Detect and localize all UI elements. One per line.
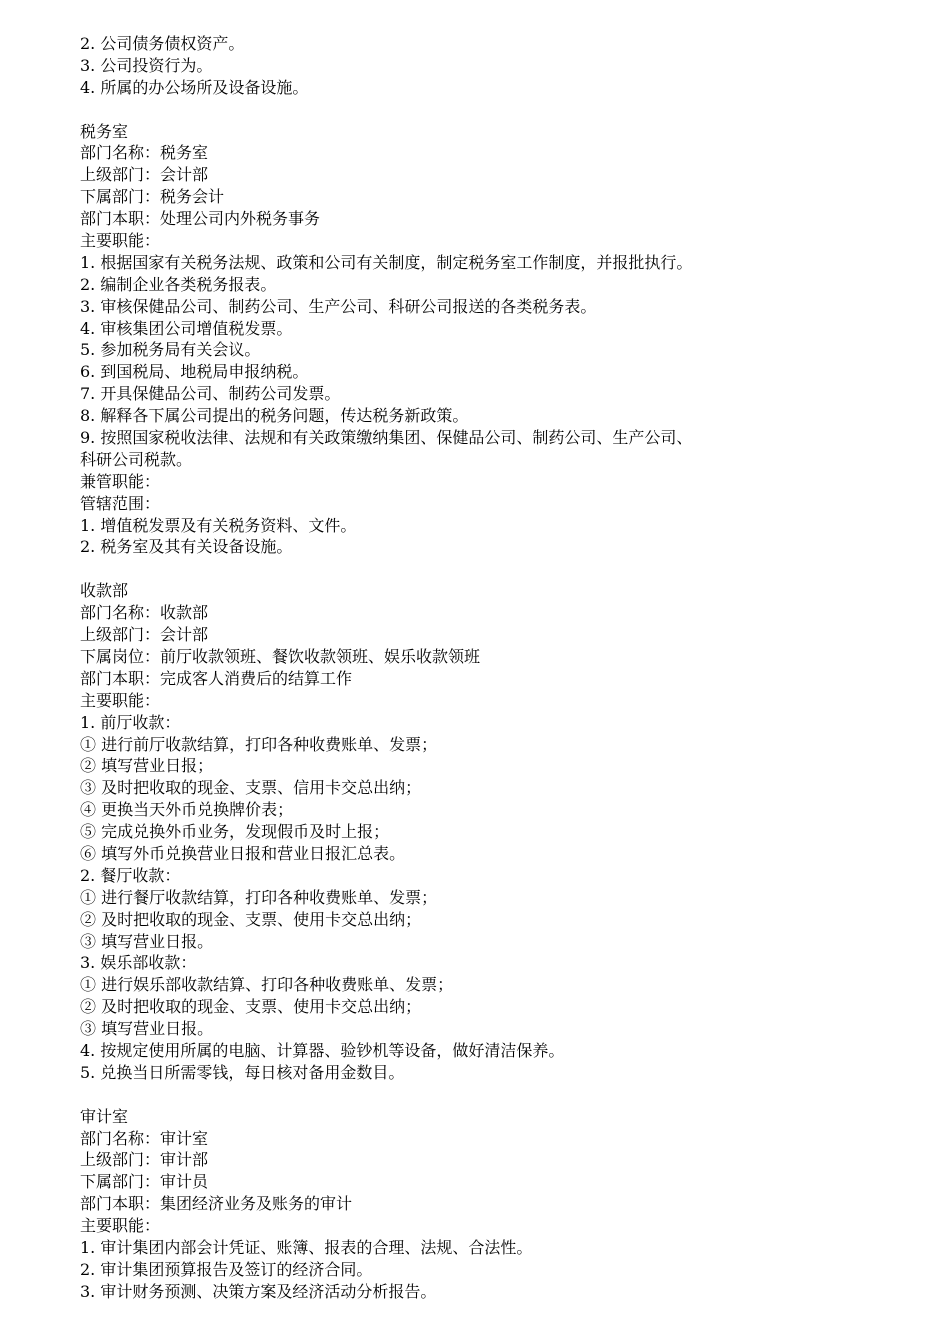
text-line: 上级部门：审计部 (80, 1150, 209, 1170)
text-line: ④ 更换当天外币兑换牌价表； (80, 800, 294, 820)
text-line: 下属岗位：前厅收款领班、餐饮收款领班、娱乐收款领班 (80, 646, 481, 666)
text-line: 兼管职能： (80, 471, 161, 491)
text-line: 部门本职：完成客人消费后的结算工作 (80, 668, 353, 688)
text-line: 1. 审计集团内部会计凭证、账簿、报表的合理、法规、合法性。 (80, 1237, 533, 1257)
text-line: ③ 及时把收取的现金、支票、信用卡交总出纳； (80, 778, 422, 798)
text-line: 1. 根据国家有关税务法规、政策和公司有关制度，制定税务室工作制度，并报批执行。 (80, 252, 693, 272)
text-line: 1. 前厅收款： (80, 712, 181, 732)
text-line: 3. 审核保健品公司、制药公司、生产公司、科研公司报送的各类税务表。 (80, 296, 597, 316)
text-line: 5. 兑换当日所需零钱，每日核对备用金数目。 (80, 1062, 405, 1082)
text-line: 1. 增值税发票及有关税务资料、文件。 (80, 515, 357, 535)
section-heading: 审计室 (80, 1106, 129, 1126)
section-heading: 收款部 (80, 581, 129, 601)
text-line: ① 进行娱乐部收款结算、打印各种收费账单、发票； (80, 975, 454, 995)
text-line: ① 进行餐厅收款结算，打印各种收费账单、发票； (80, 887, 438, 907)
section-tax-office (80, 121, 910, 559)
paragraph-gap (80, 1084, 910, 1106)
text-line: ② 填写营业日报； (80, 756, 214, 776)
text-line: ① 进行前厅收款结算，打印各种收费账单、发票； (80, 734, 438, 754)
text-line: 部门名称：审计室 (80, 1128, 209, 1148)
text-line: 2. 税务室及其有关设备设施。 (80, 537, 293, 557)
section-heading: 税务室 (80, 121, 129, 141)
section-intro (80, 33, 910, 99)
text-line: 4. 按规定使用所属的电脑、计算器、验钞机等设备，做好清洁保养。 (80, 1040, 565, 1060)
text-line: 部门本职：处理公司内外税务事务 (80, 209, 321, 229)
text-line: ② 及时把收取的现金、支票、使用卡交总出纳； (80, 997, 422, 1017)
text-line: 6. 到国税局、地税局申报纳税。 (80, 362, 309, 382)
document-page (80, 33, 910, 1303)
section-audit-office (80, 1106, 910, 1303)
text-line: 5. 参加税务局有关会议。 (80, 340, 261, 360)
text-line: 主要职能： (80, 231, 161, 251)
text-line: ⑥ 填写外币兑换营业日报和营业日报汇总表。 (80, 843, 406, 863)
text-line: 3. 娱乐部收款： (80, 953, 197, 973)
text-line: ⑤ 完成兑换外币业务，发现假币及时上报； (80, 822, 390, 842)
text-line: 2. 公司债务债权资产。 (80, 34, 245, 53)
section-cashier (80, 580, 910, 1083)
text-line: 上级部门：会计部 (80, 625, 209, 645)
text-line: 2. 审计集团预算报告及签订的经济合同。 (80, 1259, 373, 1279)
text-line: 4. 审核集团公司增值税发票。 (80, 318, 293, 338)
text-line: 2. 编制企业各类税务报表。 (80, 274, 277, 294)
text-line: 7. 开具保健品公司、制药公司发票。 (80, 384, 341, 404)
text-line: ③ 填写营业日报。 (80, 1019, 214, 1039)
text-line: 主要职能： (80, 690, 161, 710)
text-line: 下属部门：审计员 (80, 1172, 209, 1192)
text-line: 3. 公司投资行为。 (80, 55, 213, 75)
text-line: 9. 按照国家税收法律、法规和有关政策缴纳集团、保健品公司、制药公司、生产公司、 (80, 428, 693, 448)
text-line: 下属部门：税务会计 (80, 187, 225, 207)
text-line: 2. 餐厅收款： (80, 865, 181, 885)
text-line: 3. 审计财务预测、决策方案及经济活动分析报告。 (80, 1281, 437, 1301)
text-line: 部门名称：收款部 (80, 603, 209, 623)
text-line: 管辖范围： (80, 493, 161, 513)
text-line: 上级部门：会计部 (80, 165, 209, 185)
text-line: 8. 解释各下属公司提出的税务问题，传达税务新政策。 (80, 406, 469, 426)
paragraph-gap (80, 99, 910, 121)
text-line: 部门名称：税务室 (80, 143, 209, 163)
text-line: 主要职能： (80, 1216, 161, 1236)
text-line: 4. 所属的办公场所及设备设施。 (80, 77, 309, 97)
text-line: ② 及时把收取的现金、支票、使用卡交总出纳； (80, 909, 422, 929)
text-line: ③ 填写营业日报。 (80, 931, 214, 951)
text-line: 科研公司税款。 (80, 449, 193, 469)
text-line: 部门本职：集团经济业务及账务的审计 (80, 1194, 353, 1214)
paragraph-gap (80, 558, 910, 580)
